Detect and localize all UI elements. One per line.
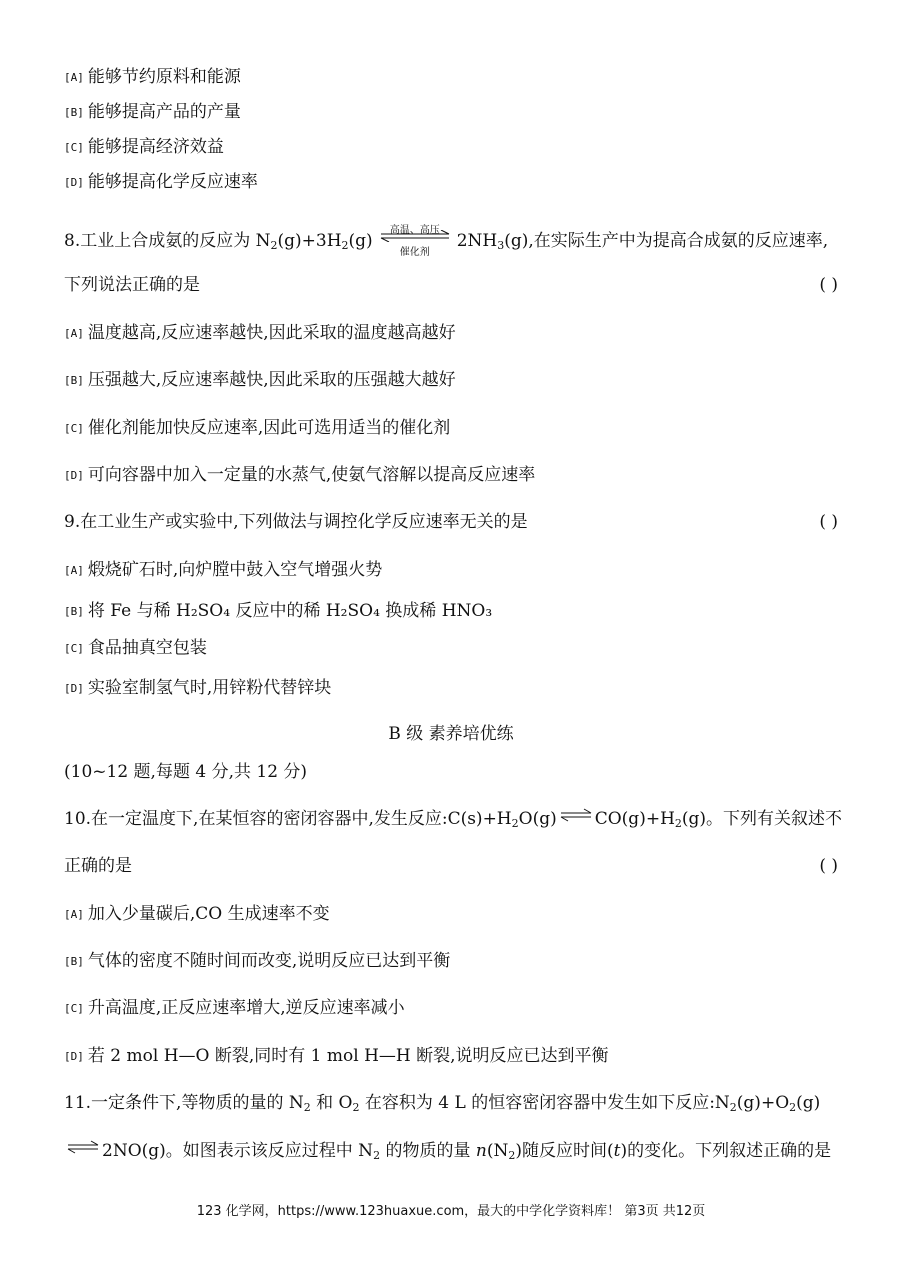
q10-stem-line2: 正确的是 bbox=[64, 856, 132, 876]
option-text: 能够提高经济效益 bbox=[87, 137, 224, 157]
equilibrium-arrow bbox=[66, 1140, 100, 1154]
q8-stem-line1: 8.工业上合成氨的反应为 $N_2(g)+3H_2(g)$ 高温、高压 催化剂 $2NH_3(g)$,在实际生产中为提高合成氨的反应速率, bbox=[64, 228, 828, 252]
option-text: 能够提高产品的产量 bbox=[87, 102, 241, 122]
q8-option-a: [A] 温度越高,反应速率越快,因此采取的温度越高越好 bbox=[64, 323, 456, 343]
q10-option-b: [B] 气体的密度不随时间而改变,说明反应已达到平衡 bbox=[64, 951, 451, 971]
section-title: B 级 素养培优练 bbox=[388, 724, 514, 744]
answer-bracket: ( ) bbox=[819, 856, 838, 876]
q11-stem-line2: 2NO(g)。如图表示该反应过程中 $N_2$ 的物质的量 $n(N_2)$随反应时间(t)的变化。下列叙述正确的是 bbox=[64, 1140, 831, 1162]
q7-option-d bbox=[64, 171, 258, 194]
page-footer: 123 化学网，https://www.123huaxue.com，最大的中学化学资料库！ 第3页 共12页 bbox=[196, 1204, 706, 1219]
equilibrium-arrow bbox=[559, 808, 593, 822]
q7-option-c bbox=[64, 136, 224, 159]
reaction-arrow bbox=[379, 225, 451, 258]
option-letter: [A] bbox=[64, 71, 84, 84]
section-note: (10~12 题,每题 4 分,共 12 分) bbox=[64, 762, 308, 782]
q9-option-a: [A] 煅烧矿石时,向炉膛中鼓入空气增强火势 bbox=[64, 560, 383, 580]
option-text: 能够提高化学反应速率 bbox=[87, 172, 258, 192]
q9-option-d: [D] 实验室制氢气时,用锌粉代替锌块 bbox=[64, 678, 332, 698]
q10-option-a: [A] 加入少量碳后,CO 生成速率不变 bbox=[64, 904, 330, 924]
answer-bracket: ( ) bbox=[819, 275, 838, 295]
q10-option-c: [C] 升高温度,正反应速率增大,逆反应速率减小 bbox=[64, 998, 405, 1018]
q9-stem: 9.在工业生产或实验中,下列做法与调控化学反应速率无关的是 bbox=[64, 512, 528, 532]
option-text: 能够节约原料和能源 bbox=[87, 67, 241, 87]
q8-stem-line2: 下列说法正确的是 bbox=[64, 275, 200, 295]
q9-option-c: [C] 食品抽真空包装 bbox=[64, 638, 207, 658]
q10-stem-line1: 10.在一定温度下,在某恒容的密闭容器中,发生反应$:C(s)+H_2O(g)$ $CO(g)+H_2(g)$。下列有关叙述不 bbox=[64, 809, 843, 830]
q8-option-d: [D] 可向容器中加入一定量的水蒸气,使氨气溶解以提高反应速率 bbox=[64, 465, 536, 485]
option-letter: [B] bbox=[64, 106, 84, 119]
arrow-condition-bottom: 催化剂 bbox=[399, 247, 430, 258]
arrow-condition-top: 高温、高压 bbox=[389, 225, 440, 236]
q8-option-c: [C] 催化剂能加快反应速率,因此可选用适当的催化剂 bbox=[64, 418, 451, 438]
option-letter: [C] bbox=[64, 141, 84, 154]
q9-option-b: [B] 将 Fe 与稀 H₂SO₄ 反应中的稀 H₂SO₄ 换成稀 HNO₃ bbox=[64, 601, 493, 621]
q7-option-b bbox=[64, 101, 241, 124]
q11-stem-line1: 11.一定条件下,等物质的量的 $N_2$ 和 $O_2$ 在容积为 4 L 的恒容密闭容器中发生如下反应$:N_2(g)+O_2(g)$ bbox=[64, 1093, 821, 1114]
q10-option-d: [D] 若 2 mol H—O 断裂,同时有 1 mol H—H 断裂,说明反应已达到平衡 bbox=[64, 1046, 609, 1066]
option-letter: [D] bbox=[64, 176, 84, 189]
q8-option-b: [B] 压强越大,反应速率越快,因此采取的压强越大越好 bbox=[64, 370, 456, 390]
q7-option-a bbox=[64, 66, 241, 89]
answer-bracket: ( ) bbox=[819, 512, 838, 532]
